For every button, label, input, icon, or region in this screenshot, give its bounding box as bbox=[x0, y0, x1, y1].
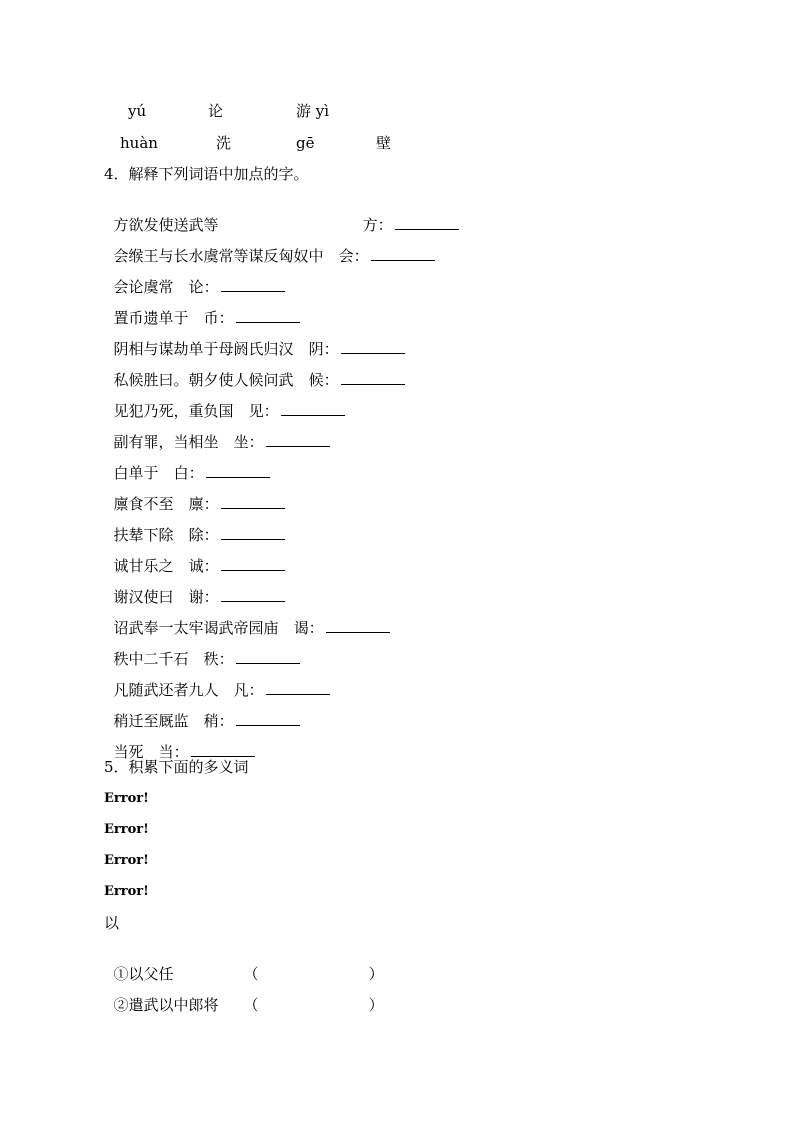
error-text: Error! bbox=[104, 853, 149, 868]
q4-title: 4．解释下列词语中加点的字。 bbox=[104, 165, 309, 183]
yi-item: ②遣武以中郎将 （ ） bbox=[113, 996, 384, 1014]
answer-blank[interactable] bbox=[341, 370, 405, 385]
q4-item: 见犯乃死，重负国 见： bbox=[104, 381, 345, 421]
error-text: Error! bbox=[104, 884, 149, 899]
q4-item: 谢汉使曰 谢： bbox=[104, 567, 285, 607]
q4-item: 白单于 白： bbox=[104, 443, 270, 483]
pinyin-char-lun: 论 bbox=[208, 102, 224, 120]
q4-item: 凡随武还者九人 凡： bbox=[104, 660, 330, 700]
q5-title: 5．积累下面的多义词 bbox=[104, 758, 249, 776]
q4-item: 会论虞常 论： bbox=[104, 257, 285, 297]
q4-item: 当死 当： bbox=[104, 722, 255, 762]
polysemy-word: 以 bbox=[104, 914, 120, 932]
q4-item: 方欲发使送武等 方： bbox=[104, 195, 459, 235]
q4-item: 扶辇下除 除： bbox=[104, 505, 285, 545]
error-text: Error! bbox=[104, 822, 149, 837]
answer-blank[interactable] bbox=[266, 432, 330, 447]
answer-blank[interactable] bbox=[371, 246, 435, 261]
q4-item: 诚甘乐之 诚： bbox=[104, 536, 285, 576]
q4-item: 副有罪，当相坐 坐： bbox=[104, 412, 330, 452]
q4-item: 阴相与谋劫单于母阏氏归汉 阴： bbox=[104, 319, 405, 359]
error-text: Error! bbox=[104, 791, 149, 806]
pinyin-ge: gē bbox=[296, 134, 315, 152]
q4-item: 秩中二千石 秩： bbox=[104, 629, 300, 669]
yi-item: ①以父任 （ ） bbox=[113, 965, 384, 983]
q4-item: 会缑王与长水虞常等谋反匈奴中 会： bbox=[104, 226, 435, 266]
answer-blank[interactable] bbox=[191, 742, 255, 757]
q4-item: 廪食不至 廪： bbox=[104, 474, 285, 514]
q4-item: 私候胜曰。朝夕使人候问武 候： bbox=[104, 350, 405, 390]
q4-item: 置币遗单于 币： bbox=[104, 288, 300, 328]
pinyin-char-xi: 洗 bbox=[216, 134, 232, 152]
pinyin-you-yi: 游 yì bbox=[296, 102, 330, 120]
q4-item: 稍迁至厩监 稍： bbox=[104, 691, 300, 731]
pinyin-yu: yú bbox=[128, 102, 147, 120]
q4-item: 诏武奉一太牢谒武帝园庙 谒： bbox=[104, 598, 390, 638]
pinyin-huan: huàn bbox=[120, 134, 158, 152]
pinyin-char-bi: 壁 bbox=[376, 134, 392, 152]
answer-blank[interactable] bbox=[326, 618, 390, 633]
